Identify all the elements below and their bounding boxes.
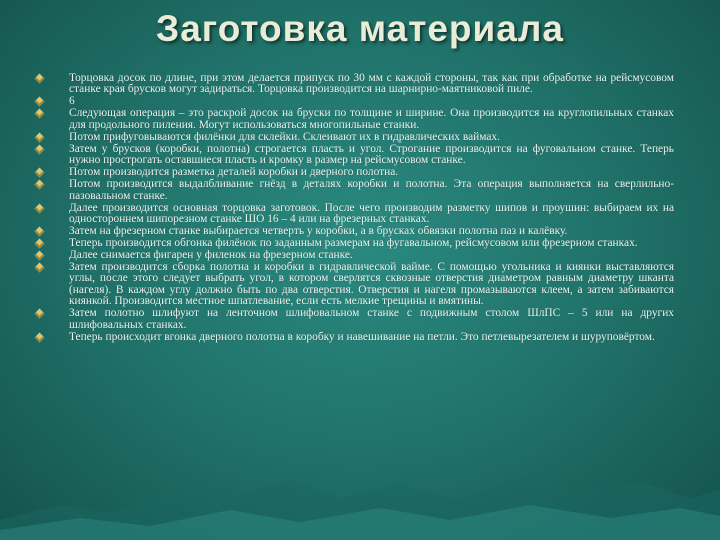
diamond-bullet-icon — [35, 132, 45, 142]
list-item — [36, 132, 674, 143]
diamond-bullet-icon — [35, 97, 45, 107]
diamond-bullet-icon — [35, 332, 45, 342]
list-item — [36, 238, 674, 249]
diamond-bullet-icon — [35, 74, 45, 84]
bullet-text: Далее снимается фигарен у филенок на фрезерном станке. — [69, 249, 353, 262]
diamond-bullet-icon — [35, 180, 45, 190]
bullet-text: Затем у брусков (коробки, полотна) строгается пласть и угол. Строгание производится на фуговальном станке. Теперь нужно прострогать оставшиеся пласть и кромку в размер на рейсмусовом станке. — [69, 142, 674, 167]
bullet-text: Затем полотно шлифуют на ленточном шлифовальном станке с подвижным столом ШлПС – 5 или на других шлифовальных станках. — [69, 307, 674, 331]
mountain-silhouette — [0, 450, 720, 540]
diamond-bullet-icon — [35, 309, 45, 319]
diamond-bullet-icon — [35, 168, 45, 178]
list-item — [36, 250, 674, 261]
list-item — [36, 167, 674, 178]
bullet-text: Теперь происходит вгонка дверного полотна в коробку и навешивание на петли. Это петлевырезателем и шуруповёртом. — [69, 330, 655, 343]
slide-title: Заготовка материала — [156, 8, 564, 49]
bullet-text: Потом производится выдалбливание гнёзд в деталях коробки и полотна. Эта операция выполняется на сверлильно-пазовальном станке. — [69, 178, 674, 202]
bullet-text: Потом производится разметка деталей коробки и дверного полотна. — [69, 166, 399, 179]
list-item — [36, 262, 674, 308]
list-item — [36, 73, 674, 96]
list-item — [36, 108, 674, 131]
bullet-list — [36, 73, 674, 344]
bullet-text: 6 — [69, 95, 75, 108]
list-item — [36, 308, 674, 331]
diamond-bullet-icon — [35, 144, 45, 154]
diamond-bullet-icon — [35, 239, 45, 249]
list-item — [36, 226, 674, 237]
bullet-text: Торцовка досок по длине, при этом делается припуск по 30 мм с каждой стороны, так как при обработке на рейсмусовом станке края брусков могут задираться. Торцовка производится на шарнирно-маятниковой пиле. — [69, 72, 674, 96]
diamond-bullet-icon — [35, 263, 45, 273]
diamond-bullet-icon — [35, 203, 45, 213]
list-item — [36, 332, 674, 343]
bullet-text: Далее производится основная торцовка заготовок. После чего производим разметку шипов и проушин: выбираем их на одностороннем шипорезном станке ШО 16 – 4 или на фрезерных станках. — [69, 201, 674, 226]
bullet-text: Потом прифуговываются филёнки для склейки. Склеивают их в гидравлических ваймах. — [69, 130, 500, 143]
bullet-text: Теперь производится обгонка филёнок по заданным размерам на фугавальном, рейсмусовом или фрезерном станках. — [69, 237, 638, 250]
list-item — [36, 179, 674, 202]
diamond-bullet-icon — [35, 251, 45, 261]
list-item — [36, 203, 674, 226]
bullet-text: Затем на фрезерном станке выбирается четверть у коробки, а в брусках обвязки полотна паз и калёвку. — [69, 225, 568, 238]
bullet-text: Затем производится сборка полотна и коробки в гидравлической ваймe. С помощью угольника и киянки выставляются углы, после этого следует выбрать угол, в котором сверлятся сквозные отверстия диаметром равным диаметру шканта (нагеля). В каждом углу должно быть по два отверстия. Отверстия и нагеля промазываются клеем, а затем забиваются киянкой. Производится местное шпатлевание, если есть мелкие трещины и вмятины. — [69, 261, 674, 308]
diamond-bullet-icon — [35, 227, 45, 237]
diamond-bullet-icon — [35, 109, 45, 119]
list-item — [36, 144, 674, 167]
bullet-text: Следующая операция – это раскрой досок на бруски по толщине и ширине. Она производится на круглопильных станках для продольного пиления. Могут использоваться многопильные станки. — [69, 107, 674, 131]
